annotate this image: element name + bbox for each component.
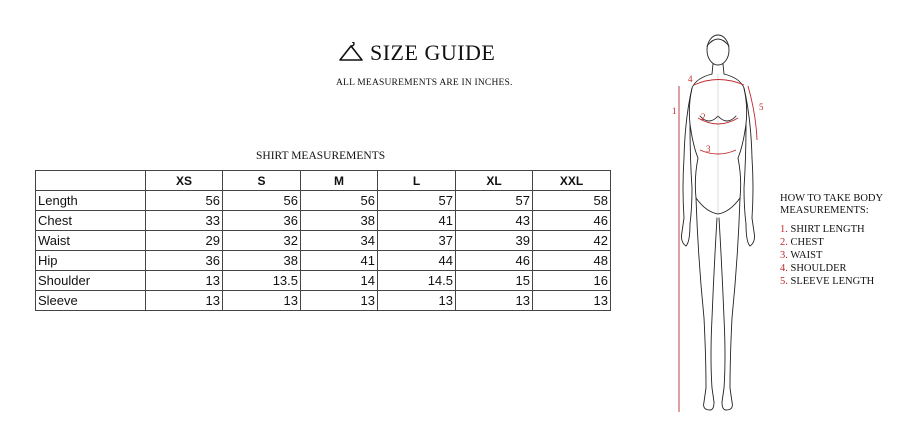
- table-row: [36, 291, 611, 311]
- marker-1: 1: [672, 106, 677, 116]
- list-item-number: 5.: [780, 276, 788, 287]
- table-cell: 13: [223, 291, 301, 311]
- table-cell: 48: [533, 251, 611, 271]
- table-caption: SHIRT MEASUREMENTS: [256, 150, 386, 162]
- table-cell: 39: [456, 231, 533, 251]
- table-cell: 56: [301, 191, 378, 211]
- howto-title-line: MEASUREMENTS:: [780, 205, 869, 216]
- column-header: L: [378, 171, 456, 191]
- row-label: Chest: [36, 211, 146, 231]
- table-header-row: [36, 171, 611, 191]
- table-row: [36, 271, 611, 291]
- table-cell: 58: [533, 191, 611, 211]
- list-item: [780, 236, 874, 249]
- body-figure-illustration: [660, 28, 780, 418]
- table-cell: 56: [223, 191, 301, 211]
- table-cell: 57: [378, 191, 456, 211]
- row-label: Shoulder: [36, 271, 146, 291]
- table-row: [36, 251, 611, 271]
- size-table: [35, 170, 611, 311]
- table-cell: 36: [223, 211, 301, 231]
- list-item-text: WAIST: [790, 250, 823, 261]
- list-item-text: SHOULDER: [790, 263, 847, 274]
- marker-5: 5: [759, 102, 764, 112]
- table-cell: 32: [223, 231, 301, 251]
- table-cell: 44: [378, 251, 456, 271]
- table-cell: 15: [456, 271, 533, 291]
- table-cell: 13: [301, 291, 378, 311]
- table-cell: 33: [146, 211, 223, 231]
- howto-title-line: HOW TO TAKE BODY: [780, 193, 884, 204]
- howto-list: [780, 223, 874, 288]
- list-item-text: SHIRT LENGTH: [790, 224, 865, 235]
- table-cell: 13: [146, 291, 223, 311]
- list-item: [780, 249, 874, 262]
- column-header: [36, 171, 146, 191]
- row-label: Length: [36, 191, 146, 211]
- table-row: [36, 231, 611, 251]
- table-cell: 13: [533, 291, 611, 311]
- table-cell: 14.5: [378, 271, 456, 291]
- list-item: [780, 262, 874, 275]
- table-cell: 36: [146, 251, 223, 271]
- howto-title: [780, 193, 900, 217]
- list-item-number: 2.: [780, 237, 788, 248]
- column-header: XXL: [533, 171, 611, 191]
- table-cell: 38: [301, 211, 378, 231]
- table-cell: 57: [456, 191, 533, 211]
- table-cell: 14: [301, 271, 378, 291]
- table-cell: 29: [146, 231, 223, 251]
- table-cell: 42: [533, 231, 611, 251]
- marker-2: 2: [701, 112, 706, 122]
- list-item-number: 4.: [780, 263, 788, 274]
- row-label: Hip: [36, 251, 146, 271]
- table-cell: 16: [533, 271, 611, 291]
- page-title: SIZE GUIDE: [370, 40, 496, 65]
- table-cell: 46: [456, 251, 533, 271]
- table-cell: 13: [378, 291, 456, 311]
- column-header: XL: [456, 171, 533, 191]
- column-header: M: [301, 171, 378, 191]
- page-subtitle: ALL MEASUREMENTS ARE IN INCHES.: [336, 78, 513, 88]
- list-item: [780, 275, 874, 288]
- table-cell: 13: [146, 271, 223, 291]
- table-cell: 13.5: [223, 271, 301, 291]
- row-label: Sleeve: [36, 291, 146, 311]
- list-item-text: CHEST: [790, 237, 824, 248]
- marker-3: 3: [706, 144, 711, 154]
- table-cell: 38: [223, 251, 301, 271]
- list-item-text: SLEEVE LENGTH: [790, 276, 875, 287]
- table-cell: 37: [378, 231, 456, 251]
- title-block: [338, 38, 538, 68]
- table-row: [36, 211, 611, 231]
- list-item-number: 3.: [780, 250, 788, 261]
- hanger-icon: [338, 42, 364, 64]
- marker-4: 4: [688, 74, 693, 84]
- table-row: [36, 191, 611, 211]
- row-label: Waist: [36, 231, 146, 251]
- list-item-number: 1.: [780, 224, 788, 235]
- table-cell: 56: [146, 191, 223, 211]
- table-cell: 41: [378, 211, 456, 231]
- table-cell: 43: [456, 211, 533, 231]
- table-cell: 13: [456, 291, 533, 311]
- table-cell: 46: [533, 211, 611, 231]
- column-header: S: [223, 171, 301, 191]
- table-cell: 34: [301, 231, 378, 251]
- column-header: XS: [146, 171, 223, 191]
- table-cell: 41: [301, 251, 378, 271]
- list-item: [780, 223, 874, 236]
